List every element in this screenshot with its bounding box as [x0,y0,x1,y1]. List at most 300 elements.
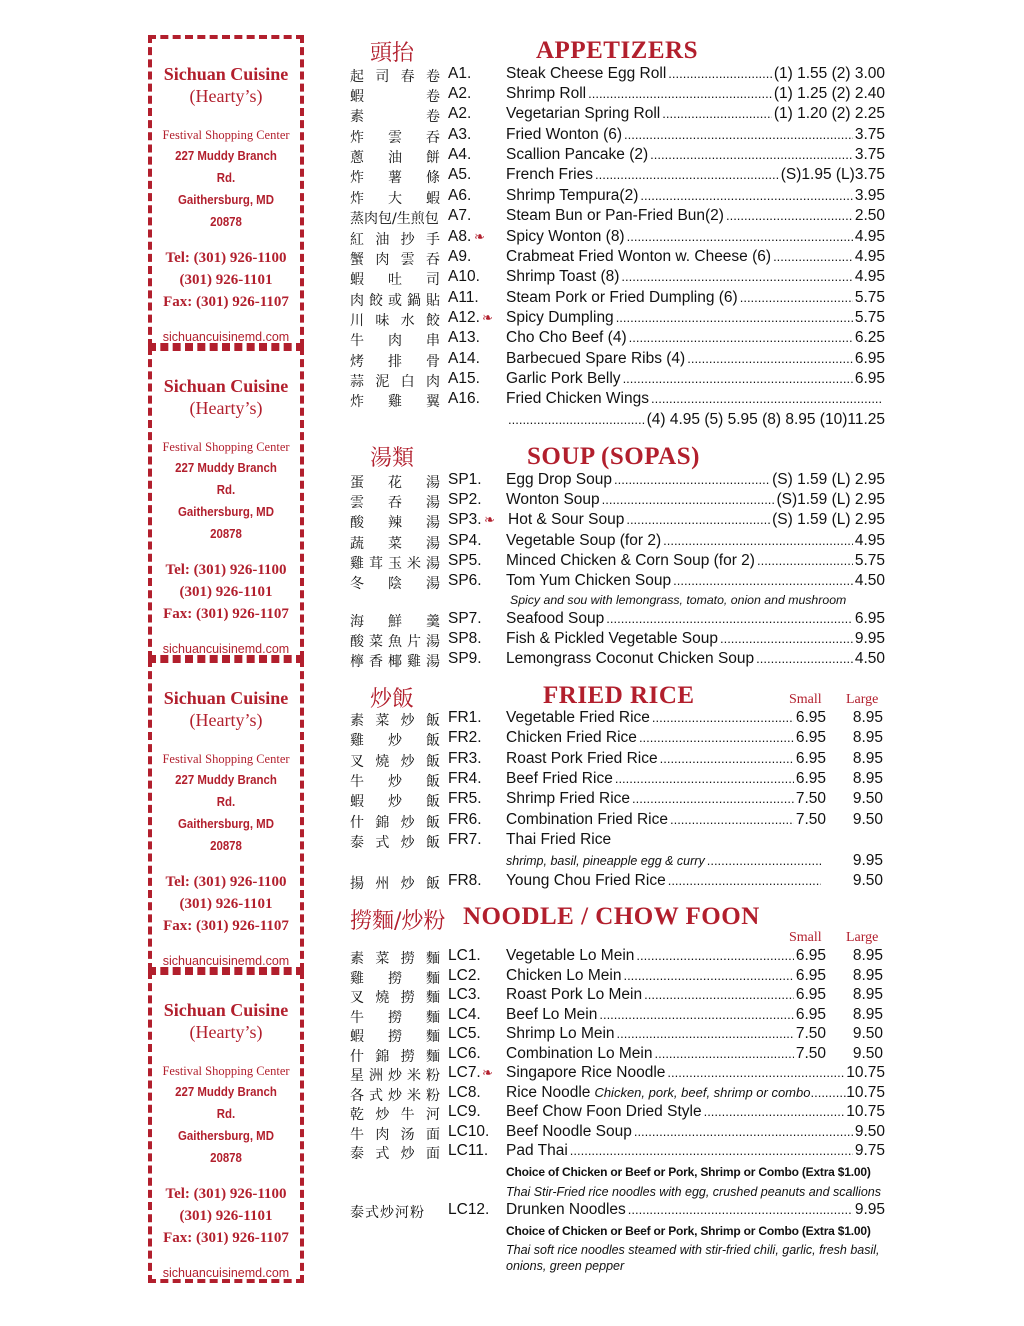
item-price-large: 8.95 [852,750,883,767]
menu-item[interactable] [350,1103,885,1123]
item-code: A1. [448,65,472,82]
item-code: SP2. [448,491,482,508]
item-chinese-name: 星 洲 炒 米 粉 [350,1068,440,1084]
item-name: Spicy Wonton (8) [506,228,625,245]
item-code: SP4. [448,532,482,549]
item-chinese-name: 炸 薯 條 [350,170,440,186]
item-price: 4.50 [854,572,885,589]
coupon-website-link[interactable]: sichuancuisinemd.com [162,330,290,344]
menu-item[interactable] [350,126,885,146]
item-price: 6.95 [854,350,885,367]
item-chinese-name: 川 味 水 餃 [350,313,440,329]
item-price-large: 9.50 [852,811,883,828]
noodle-large-header: Large [846,930,879,945]
item-chinese-name: 叉 燒 撈 麵 [350,990,440,1006]
item-name: Hot & Sour Soup [508,511,625,528]
item-name: Cho Cho Beef (4) [506,329,627,346]
menu-item[interactable] [350,967,885,987]
item-price-large: 8.95 [852,986,883,1003]
item-code: A13. [448,329,480,346]
item-price: 4.95 [854,248,885,265]
item-chinese-name: 蒸肉包/生煎包 [350,211,439,227]
menu-item[interactable] [350,1025,885,1045]
item-code: SP3. [448,511,482,528]
item-chinese-name: 海 鮮 羹 [350,614,440,630]
coupon-address-line2: Gaithersburg, MD 20878 [177,192,274,229]
item-name: Wonton Soup [506,491,600,508]
drunken-noodles-protein-choice: Choice of Chicken or Beef or Pork, Shrimp or Combo (Extra $1.00) [506,1224,871,1238]
item-code: A2. [448,85,472,102]
item-name: Shrimp Toast (8) [506,268,620,285]
coupon-shopping-center: Festival Shopping Center [162,1064,290,1078]
item-chinese-name: 素 卷 [350,109,440,125]
item-price: 3.95 [854,187,885,204]
coupon-website-link[interactable]: sichuancuisinemd.com [162,1266,290,1280]
menu-item[interactable] [350,770,885,790]
fried-rice-heading: FRIED RICE [543,682,695,709]
item-name: Egg Drop Soup [506,471,612,488]
item-price: 10.75 [846,1064,885,1081]
coupon[interactable] [148,659,304,971]
item-chinese-name: 雲 吞 湯 [350,495,440,511]
item-price: 2.50 [854,207,885,224]
item-chinese-name: 泰 式 炒 飯 [350,835,440,851]
item-code: SP1. [448,471,482,488]
item-chinese-name: 牛 炒 飯 [350,774,440,790]
item-price: (S)1.95 (L)3.75 [780,166,885,183]
item-name: Scallion Pancake (2) [506,146,649,163]
item-price: (1) 1.55 (2) 3.00 [773,65,885,82]
menu-item[interactable] [350,166,885,186]
item-code: A6. [448,187,472,204]
item-code: A11. [448,289,479,306]
item-code: A3. [448,126,472,143]
item-chinese-name: 牛 撈 麵 [350,1010,440,1026]
pad-thai-protein-choice: Choice of Chicken or Beef or Pork, Shrimp or Combo (Extra $1.00) [506,1165,871,1179]
item-price: (S) 1.59 (L) 2.95 [772,511,885,528]
menu-item[interactable] [350,630,885,650]
item-price-large: 9.50 [852,790,883,807]
coupon[interactable] [148,35,304,347]
coupon-phone-2[interactable]: (301) 926-1101 [179,272,273,288]
item-price: 6.95 [854,370,885,387]
item-name: Spicy Dumpling [506,309,614,326]
item-name: Shrimp Tempura(2) [506,187,639,204]
menu-item[interactable] [350,811,885,831]
soup-heading: SOUP (SOPAS) [527,443,700,470]
menu-item[interactable] [350,491,885,511]
item-code: FR1. [448,709,482,726]
item-code: SP6. [448,572,482,589]
item-name: Beef Noodle Soup [506,1123,632,1140]
item-code: A10. [448,268,480,285]
menu-item[interactable] [350,750,885,770]
item-chinese-name: 叉 燒 炒 飯 [350,754,440,770]
item-code: A4. [448,146,472,163]
coupon-address-line2: Gaithersburg, MD 20878 [177,1128,274,1165]
drunken-noodles-description-line2: onions, green pepper [506,1259,625,1273]
item-name: Vegetable Lo Mein [506,947,635,964]
item-code: LC1. [448,947,481,964]
menu-item[interactable] [350,532,885,552]
item-price: (1) 1.25 (2) 2.40 [773,85,885,102]
item-chinese-name: 雞 撈 麵 [350,971,440,987]
item-name: Crabmeat Fried Wonton w. Cheese (6) [506,248,772,265]
item-name: Beef Chow Foon Dried Style [506,1103,702,1120]
item-price-small: 7.50 [795,811,826,828]
coupon[interactable] [148,971,304,1283]
item-price-small: 6.95 [795,729,826,746]
spicy-pepper-icon: ❧ [482,1065,493,1080]
menu-item[interactable] [350,187,885,207]
item-price-small: 6.95 [795,750,826,767]
item-price-large: 8.95 [852,709,883,726]
menu-item-continuation [350,411,885,431]
spicy-pepper-icon: ❧ [482,310,493,325]
menu-item[interactable] [350,947,885,967]
menu-item[interactable] [350,1123,885,1143]
item-code: SP5. [448,552,482,569]
menu-item[interactable] [350,572,885,592]
item-name: French Fries [506,166,593,183]
item-code: A2. [448,105,472,122]
item-price-small: 6.95 [795,947,826,964]
item-name: Seafood Soup [506,610,605,627]
item-name: Fried Chicken Wings [506,390,649,407]
coupon-restaurant-name: Sichuan Cuisine [163,64,289,84]
item-code: FR3. [448,750,482,767]
item-code: A8. [448,228,472,245]
pad-thai-description: Thai Stir-Fried rice noodles with egg, crushed peanuts and scallions [506,1185,881,1199]
item-chinese-name: 檸 香 椰 雞 湯 [350,654,440,670]
item-name: Fried Wonton (6) [506,126,623,143]
item-code: LC2. [448,967,481,984]
wings-prices: (4) 4.95 (5) 5.95 (8) 8.95 (10)11.25 [646,411,885,428]
item-price-large: 9.50 [852,1045,883,1062]
tom-yum-description: Spicy and sou with lemongrass, tomato, onion and mushroom [510,593,847,607]
item-price: 3.75 [854,146,885,163]
item-name: Beef Lo Mein [506,1006,598,1023]
item-name: Thai Fried Rice [506,831,612,848]
menu-item[interactable] [350,370,885,390]
item-code: LC10. [448,1123,490,1140]
fried-rice-small-header: Small [789,692,822,707]
item-price: (S) 1.59 (L) 2.95 [772,471,885,488]
item-name: Fish & Pickled Vegetable Soup [506,630,718,647]
menu-item[interactable] [350,650,885,670]
coupon-fax: Fax: (301) 926-1107 [163,606,289,622]
noodle-chinese-heading: 撈麵/炒粉 [350,909,446,934]
item-price-large: 9.50 [852,1025,883,1042]
menu-item[interactable] [350,1201,885,1221]
item-chinese-name: 蝦 吐 司 [350,272,440,288]
item-code: FR5. [448,790,482,807]
item-name: Minced Chicken & Corn Soup (for 2) [506,552,755,569]
item-name: Roast Pork Fried Rice [506,750,658,767]
item-name: Roast Pork Lo Mein [506,986,643,1003]
item-code: LC8. [448,1084,481,1101]
item-code: SP8. [448,630,482,647]
item-price-small: 7.50 [795,790,826,807]
menu-item[interactable] [350,390,885,410]
item-chinese-name: 牛 肉 串 [350,333,440,349]
item-code: LC7. [448,1064,481,1081]
coupon-shopping-center: Festival Shopping Center [162,128,290,142]
coupon-address-line1: 227 Muddy Branch Rd. [175,772,277,809]
coupon-shopping-center: Festival Shopping Center [162,752,290,766]
item-name: Vegetarian Spring Roll [506,105,661,122]
coupon-address-line1: 227 Muddy Branch Rd. [175,1084,277,1121]
item-code: LC5. [448,1025,481,1042]
item-name: Vegetable Fried Rice [506,709,650,726]
item-name: Chicken Lo Mein [506,967,622,984]
item-price-large: 9.95 [852,852,883,869]
item-chinese-name: 蝦 撈 麵 [350,1029,440,1045]
item-price: 5.75 [854,289,885,306]
coupon-shopping-center: Festival Shopping Center [162,440,290,454]
item-name: Beef Fried Rice [506,770,613,787]
item-price-large: 8.95 [852,770,883,787]
item-price: (S)1.59 (L) 2.95 [776,491,885,508]
item-chinese-name: 蝦 炒 飯 [350,794,440,810]
coupon-address-line1: 227 Muddy Branch Rd. [175,148,277,185]
item-code: A16. [448,390,480,407]
menu-item[interactable] [350,207,885,227]
item-chinese-name: 牛 肉 汤 面 [350,1127,440,1143]
item-chinese-name: 什 錦 炒 飯 [350,815,440,831]
item-name: Combination Lo Mein [506,1045,653,1062]
soup-chinese-heading: 湯類 [370,446,415,471]
item-name: Combination Fried Rice [506,811,668,828]
item-code: FR4. [448,770,482,787]
item-price: 6.95 [854,610,885,627]
item-name: Garlic Pork Belly [506,370,621,387]
item-price-small: 6.95 [795,1006,826,1023]
menu-item[interactable] [350,1006,885,1026]
item-code: A7. [448,207,472,224]
item-code: A15. [448,370,480,387]
coupon-phone-2[interactable]: (301) 926-1101 [179,584,273,600]
menu-item[interactable] [350,1084,885,1104]
coupon[interactable] [148,347,304,659]
item-price: 9.95 [854,630,885,647]
menu-item[interactable] [350,289,885,309]
item-price: 3.75 [854,126,885,143]
item-name: Pad Thai [506,1142,568,1159]
coupon-address-line2: Gaithersburg, MD 20878 [177,816,274,853]
noodle-heading: NOODLE / CHOW FOON [463,903,760,930]
item-name: Tom Yum Chicken Soup [506,572,672,589]
item-code: FR7. [448,831,482,848]
item-code: A14. [448,350,480,367]
item-name: Chicken Fried Rice [506,729,637,746]
item-price: 9.95 [854,1201,885,1218]
item-code: LC12. [448,1201,490,1218]
item-name: Steam Bun or Pan-Fried Bun(2) [506,207,724,224]
item-code: FR2. [448,729,482,746]
menu-item[interactable] [350,268,885,288]
menu-item[interactable] [350,1064,885,1084]
coupon-restaurant-subtitle: (Hearty’s) [189,86,263,106]
item-code: A5. [448,166,472,183]
menu-item[interactable] [350,105,885,125]
coupon-restaurant-name: Sichuan Cuisine [163,1000,289,1020]
menu-item[interactable] [350,831,885,851]
item-name: Singapore Rice Noodle [506,1064,666,1081]
item-price: (1) 1.20 (2) 2.25 [773,105,885,122]
coupon-phone-1[interactable]: Tel: (301) 926-1100 [165,874,287,890]
menu-item[interactable] [350,986,885,1006]
menu-item[interactable] [350,471,885,491]
item-price-large: 8.95 [852,1006,883,1023]
coupon-strip [148,35,304,1283]
item-chinese-name: 各 式 炒 米 粉 [350,1088,440,1104]
item-price-large: 9.50 [852,872,883,889]
menu-item[interactable] [350,511,885,531]
item-chinese-name: 泰 式 炒 面 [350,1146,440,1162]
menu-item[interactable] [350,1142,885,1162]
coupon-fax: Fax: (301) 926-1107 [163,294,289,310]
menu-item[interactable] [350,552,885,572]
item-chinese-name: 蝦 卷 [350,89,440,105]
item-chinese-name: 蒜 泥 白 肉 [350,374,440,390]
menu-item[interactable] [350,1045,885,1065]
item-chinese-name: 蛋 花 湯 [350,475,440,491]
menu-item[interactable] [350,709,885,729]
drunken-noodles-description-line1: Thai soft rice noodles steamed with stir-fried chili, garlic, fresh basil, [506,1243,880,1257]
item-price: 5.75 [854,309,885,326]
item-chinese-name: 肉 餃 或 鍋 貼 [350,293,440,309]
item-price-small: 6.95 [795,967,826,984]
item-price-large: 8.95 [852,967,883,984]
coupon-fax: Fax: (301) 926-1107 [163,918,289,934]
item-name: Drunken Noodles [506,1201,626,1218]
coupon-website-link[interactable]: sichuancuisinemd.com [162,954,290,968]
item-code: A9. [448,248,472,265]
coupon-restaurant-subtitle: (Hearty’s) [189,398,263,418]
item-chinese-name: 起 司 春 卷 [350,69,440,85]
item-price: 6.25 [854,329,885,346]
item-code: SP7. [448,610,482,627]
item-chinese-name: 蔥 油 餅 [350,150,440,166]
item-price-small: 6.95 [795,709,826,726]
item-chinese-name: 雞 茸 玉 米 湯 [350,556,440,572]
menu-item[interactable] [350,309,885,329]
coupon-phone-1[interactable]: Tel: (301) 926-1100 [165,1186,287,1202]
item-price-small: 6.95 [795,770,826,787]
menu-item[interactable] [350,790,885,810]
menu-item[interactable] [350,610,885,630]
item-name: Barbecued Spare Ribs (4) [506,350,686,367]
coupon-phone-2[interactable]: (301) 926-1101 [179,896,273,912]
menu-item[interactable] [350,350,885,370]
menu-item[interactable] [350,872,885,892]
item-price: 10.75 [846,1103,885,1120]
coupon-phone-1[interactable]: Tel: (301) 926-1100 [165,250,287,266]
item-code: LC11. [448,1142,489,1159]
item-chinese-name: 冬 陰 湯 [350,576,440,592]
item-chinese-name: 泰式炒河粉 [350,1205,425,1221]
thai-fried-rice-description: shrimp, basil, pineapple egg & curry [506,854,705,868]
spicy-pepper-icon: ❧ [484,512,495,527]
item-code: SP9. [448,650,482,667]
item-price: 4.50 [854,650,885,667]
coupon-restaurant-name: Sichuan Cuisine [163,688,289,708]
coupon-restaurant-subtitle: (Hearty’s) [189,710,263,730]
coupon-website-link[interactable]: sichuancuisinemd.com [162,642,290,656]
coupon-phone-2[interactable]: (301) 926-1101 [179,1208,273,1224]
item-name: Rice Noodle [506,1084,591,1101]
item-chinese-name: 素 菜 撈 麵 [350,951,440,967]
item-price: 5.75 [854,552,885,569]
item-code: LC9. [448,1103,481,1120]
noodle-small-header: Small [789,930,822,945]
item-chinese-name: 烤 排 骨 [350,354,440,370]
menu-item-continuation [350,852,885,870]
item-chinese-name: 蔬 菜 湯 [350,536,440,552]
item-name: Shrimp Lo Mein [506,1025,615,1042]
item-price-small: 7.50 [795,1045,826,1062]
item-chinese-name: 酸 辣 湯 [350,515,440,531]
item-code: LC6. [448,1045,481,1062]
item-price: 10.75 [846,1084,885,1101]
menu-item[interactable] [350,248,885,268]
spicy-pepper-icon: ❧ [474,229,485,244]
coupon-fax: Fax: (301) 926-1107 [163,1230,289,1246]
item-chinese-name: 炸 大 蝦 [350,191,440,207]
item-chinese-name: 炸 雞 翼 [350,394,440,410]
item-chinese-name: 乾 炒 牛 河 [350,1107,440,1123]
fried-rice-large-header: Large [846,692,879,707]
menu-item[interactable] [350,65,885,85]
item-name: Shrimp Roll [506,85,587,102]
coupon-restaurant-subtitle: (Hearty’s) [189,1022,263,1042]
menu-item[interactable] [350,729,885,749]
item-chinese-name: 素 菜 炒 飯 [350,713,440,729]
item-name: Steak Cheese Egg Roll [506,65,667,82]
coupon-restaurant-name: Sichuan Cuisine [163,376,289,396]
item-price-small: 6.95 [795,986,826,1003]
item-price: 4.95 [854,228,885,245]
item-price: 9.50 [854,1123,885,1140]
item-code: A12. [448,309,480,326]
item-chinese-name: 什 錦 撈 麵 [350,1049,440,1065]
appetizers-chinese-heading: 頭抬 [370,41,415,66]
item-detail: Chicken, pork, beef, shrimp or combo [594,1085,811,1100]
item-price-small: 7.50 [795,1025,826,1042]
item-chinese-name: 紅 油 抄 手 [350,232,440,248]
menu-item[interactable] [350,146,885,166]
menu-item[interactable] [350,85,885,105]
item-name: Lemongrass Coconut Chicken Soup [506,650,755,667]
coupon-phone-1[interactable]: Tel: (301) 926-1100 [165,562,287,578]
appetizers-heading: APPETIZERS [536,37,698,64]
coupon-address-line1: 227 Muddy Branch Rd. [175,460,277,497]
menu-item[interactable] [350,329,885,349]
item-price: 4.95 [854,532,885,549]
item-chinese-name: 酸 菜 魚 片 湯 [350,634,440,650]
item-name: Shrimp Fried Rice [506,790,631,807]
item-chinese-name: 雞 炒 飯 [350,733,440,749]
item-price: 4.95 [854,268,885,285]
item-code: LC4. [448,1006,481,1023]
item-price: 9.75 [854,1142,885,1159]
menu-item[interactable] [350,228,885,248]
fried-rice-chinese-heading: 炒飯 [370,687,415,712]
item-price-large: 8.95 [852,729,883,746]
item-code: FR8. [448,872,482,889]
item-chinese-name: 炸 雲 吞 [350,130,440,146]
